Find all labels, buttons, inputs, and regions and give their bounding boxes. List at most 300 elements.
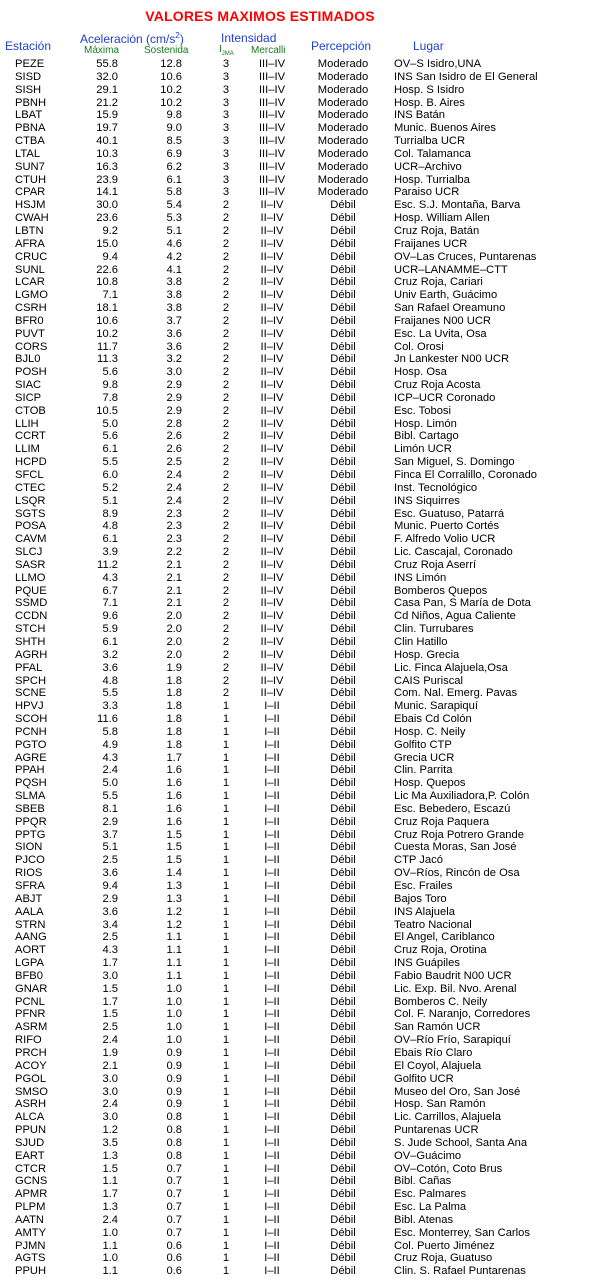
table-row [0,482,590,495]
jma-intensity-cell: 2 [222,571,230,584]
station-code-cell: ASRM [15,1021,48,1034]
max-acceleration-cell: 3.2 [102,648,118,661]
table-row [0,816,590,829]
station-code-cell: STRN [15,918,46,931]
jma-intensity-cell: 2 [222,456,230,469]
mercalli-intensity-cell: I–II [264,777,280,790]
table-row [0,1227,590,1240]
sustained-acceleration-cell: 2.1 [166,558,182,571]
sustained-acceleration-cell: 1.3 [166,892,182,905]
table-row [0,944,590,957]
jma-intensity-cell: 1 [222,892,230,905]
jma-intensity-cell: 3 [222,147,230,160]
perception-cell: Débil [330,224,356,237]
sustained-acceleration-cell: 3.8 [166,289,182,302]
table-row [0,353,590,366]
mercalli-intensity-cell: I–II [264,828,280,841]
max-acceleration-cell: 7.1 [102,289,118,302]
perception-cell: Débil [330,366,356,379]
table-row [0,597,590,610]
station-code-cell: AORT [15,944,46,957]
perception-cell: Débil [330,1046,356,1059]
location-cell: Esc. Frailes [394,880,453,892]
sustained-acceleration-cell: 0.6 [166,1252,182,1265]
mercalli-intensity-cell: II–IV [260,237,284,250]
max-acceleration-cell: 11.7 [97,340,118,353]
max-acceleration-cell: 5.9 [102,623,118,636]
sustained-acceleration-cell: 6.2 [166,160,182,173]
sustained-acceleration-cell: 1.2 [166,918,182,931]
jma-intensity-cell: 1 [222,700,230,713]
mercalli-intensity-cell: II–IV [260,212,284,225]
location-cell: Hosp. San Ramón [394,1098,486,1111]
table-row [0,854,590,867]
perception-cell: Débil [330,880,356,892]
jma-intensity-cell: 2 [222,623,230,636]
sustained-acceleration-cell: 1.7 [166,751,182,764]
station-code-cell: LCAR [15,276,45,289]
location-cell: Cruz Roja Aserrí [394,558,477,571]
sustained-acceleration-cell: 1.1 [166,944,182,957]
station-code-cell: SFRA [15,880,45,892]
sustained-acceleration-cell: 1.9 [166,661,182,674]
location-cell: Bomberos Quepos [394,584,488,597]
table-row [0,572,590,585]
location-cell: Esc. Guatuso, Patarrá [394,507,505,520]
station-code-cell: PCNL [15,995,45,1008]
location-cell: Hosp. Limón [394,417,457,430]
max-acceleration-cell: 5.6 [102,430,118,443]
station-code-cell: EART [15,1149,45,1162]
jma-intensity-cell: 1 [222,995,230,1008]
table-row [0,610,590,623]
sustained-acceleration-cell: 1.0 [166,1008,182,1021]
location-cell: Paraiso UCR [394,186,460,199]
max-acceleration-cell: 3.0 [102,1072,118,1085]
max-acceleration-cell: 3.6 [102,661,118,674]
max-acceleration-cell: 14.1 [96,186,118,199]
location-cell: Bibl. Cañas [394,1175,452,1188]
perception-cell: Débil [330,738,356,751]
max-acceleration-cell: 3.3 [102,700,118,713]
mercalli-intensity-cell: II–IV [260,648,284,661]
station-code-cell: STCH [15,623,46,636]
location-cell: Lic. Exp. Bil. Nvo. Arenal [394,982,517,995]
sustained-acceleration-cell: 5.3 [166,212,182,225]
station-code-cell: CRUC [15,250,48,263]
table-row [0,777,590,790]
max-acceleration-cell: 4.8 [102,674,118,687]
jma-intensity-cell: 2 [222,584,230,597]
location-cell: INS Limón [394,571,447,584]
table-row [0,430,590,443]
jma-intensity-cell: 1 [222,713,230,726]
perception-cell: Débil [330,417,356,430]
max-acceleration-cell: 10.5 [96,404,118,417]
mercalli-intensity-cell: III–IV [258,122,286,135]
sustained-acceleration-cell: 3.2 [166,353,182,366]
sustained-acceleration-cell: 2.4 [166,481,182,494]
max-acceleration-cell: 4.3 [102,751,118,764]
table-row [0,148,590,161]
table-row [0,713,590,726]
table-row [0,58,590,71]
sustained-acceleration-cell: 0.9 [166,1098,182,1111]
perception-cell: Débil [330,1239,356,1252]
sustained-acceleration-cell: 1.8 [166,738,182,751]
mercalli-intensity-cell: II–IV [260,597,284,610]
perception-cell: Débil [330,1136,356,1149]
sustained-acceleration-cell: 3.7 [166,314,182,327]
table-row [0,1021,590,1034]
location-cell: Esc. S.J. Montaña, Barva [394,199,521,212]
location-cell: Munic. Puerto Cortés [394,520,500,533]
mercalli-intensity-cell: II–IV [260,456,284,469]
sustained-acceleration-cell: 1.1 [166,957,182,970]
perception-cell: Débil [330,1149,356,1162]
table-row [0,1008,590,1021]
table-row [0,1240,590,1253]
station-code-cell: PFNR [15,1008,46,1021]
max-acceleration-cell: 32.0 [96,70,118,83]
table-row [0,1098,590,1111]
perception-cell: Débil [330,1201,356,1214]
perception-cell: Débil [330,1252,356,1265]
jma-intensity-cell: 3 [222,96,230,109]
location-cell: Esc. Monterrey, San Carlos [394,1226,530,1239]
sustained-acceleration-cell: 5.1 [166,224,182,237]
table-row [0,135,590,148]
perception-cell: Débil [330,1059,356,1072]
mercalli-intensity-cell: I–II [264,815,280,828]
station-code-cell: SCNE [15,687,47,700]
mercalli-intensity-cell: I–II [264,841,280,854]
perception-cell: Débil [330,957,356,970]
jma-intensity-cell: 2 [222,199,230,212]
table-row [0,1034,590,1047]
sustained-acceleration-cell: 10.2 [160,83,182,96]
location-cell: Esc. La Uvita, Osa [394,327,487,340]
mercalli-intensity-cell: II–IV [260,623,284,636]
max-acceleration-cell: 19.7 [96,122,118,135]
sustained-acceleration-cell: 2.9 [166,404,182,417]
sustained-acceleration-cell: 0.7 [166,1162,182,1175]
location-cell: San Miguel, S. Domingo [394,456,515,469]
perception-cell: Débil [330,1072,356,1085]
station-code-cell: SISH [15,83,42,96]
station-code-cell: ACOY [15,1059,47,1072]
mercalli-intensity-cell: II–IV [260,250,284,263]
station-code-cell: CPAR [15,186,46,199]
station-code-cell: SLMA [15,790,46,803]
station-code-cell: LGPA [15,957,45,970]
max-acceleration-cell: 6.1 [102,533,118,546]
perception-cell: Débil [330,623,356,636]
station-code-cell: SICP [15,391,42,404]
table-row [0,919,590,932]
max-acceleration-cell: 18.1 [96,302,118,315]
station-code-cell: AFRA [15,237,45,250]
station-code-cell: SISD [15,70,42,83]
mercalli-intensity-cell: I–II [264,867,280,880]
sustained-acceleration-cell: 8.5 [166,135,182,148]
mercalli-intensity-cell: II–IV [260,481,284,494]
table-row [0,405,590,418]
location-cell: OV–Cotón, Coto Brus [394,1162,503,1175]
mercalli-intensity-cell: II–IV [260,199,284,212]
perception-cell: Débil [330,520,356,533]
sustained-acceleration-cell: 10.6 [160,70,182,83]
mercalli-intensity-cell: I–II [264,1188,280,1201]
max-acceleration-cell: 7.8 [102,391,118,404]
mercalli-intensity-cell: I–II [264,1085,280,1098]
header-intensidad: Intensidad [221,31,277,45]
perception-cell: Moderado [317,135,369,148]
jma-intensity-cell: 1 [222,790,230,803]
mercalli-intensity-cell: I–II [264,1136,280,1149]
perception-cell: Débil [330,340,356,353]
table-row [0,739,590,752]
table-row [0,996,590,1009]
sustained-acceleration-cell: 1.8 [166,700,182,713]
table-row [0,495,590,508]
station-code-cell: APMR [15,1188,48,1201]
station-code-cell: SASR [15,558,46,571]
mercalli-intensity-cell: I–II [264,738,280,751]
station-code-cell: AGRH [15,648,48,661]
sustained-acceleration-cell: 6.1 [166,173,182,186]
perception-cell: Débil [330,802,356,815]
location-cell: Puntarenas UCR [394,1124,479,1137]
sustained-acceleration-cell: 0.7 [166,1188,182,1201]
max-acceleration-cell: 5.1 [102,494,118,507]
header-estacion: Estación [5,39,52,53]
max-acceleration-cell: 5.6 [102,366,118,379]
mercalli-intensity-cell: I–II [264,725,280,738]
perception-cell: Débil [330,790,356,803]
location-cell: San Ramón UCR [394,1021,481,1034]
location-cell: S. Jude School, Santa Ana [394,1136,528,1149]
max-acceleration-cell: 3.0 [102,1111,118,1124]
table-row [0,546,590,559]
mercalli-intensity-cell: II–IV [260,469,284,481]
station-code-cell: PPQR [15,815,47,828]
location-cell: Bibl. Atenas [394,1213,454,1226]
table-row [0,199,590,212]
jma-intensity-cell: 1 [222,1188,230,1201]
location-cell: Cruz Roja, Batán [394,224,480,237]
station-code-cell: CTUH [15,173,47,186]
sustained-acceleration-cell: 2.1 [166,584,182,597]
mercalli-intensity-cell: II–IV [260,558,284,571]
mercalli-intensity-cell: I–II [264,764,280,777]
max-acceleration-cell: 55.8 [96,58,118,70]
station-code-cell: BFB0 [15,969,43,982]
mercalli-intensity-cell: II–IV [260,443,284,456]
location-cell: Bajos Toro [394,892,447,905]
max-acceleration-cell: 1.7 [102,957,118,970]
jma-intensity-cell: 3 [222,160,230,173]
mercalli-intensity-cell: I–II [264,1111,280,1124]
station-code-cell: SSMD [15,597,48,610]
mercalli-intensity-cell: I–II [264,892,280,905]
location-cell: INS Batán [394,109,445,122]
jma-intensity-cell: 1 [222,751,230,764]
location-cell: El Angel, Cariblanco [394,931,495,944]
max-acceleration-cell: 2.4 [102,1213,118,1226]
station-code-cell: AALA [15,905,44,918]
mercalli-intensity-cell: I–II [264,1252,280,1265]
sustained-acceleration-cell: 5.4 [166,199,182,212]
table-row [0,1124,590,1137]
location-cell: Inst. Tecnológico [394,481,478,494]
max-acceleration-cell: 2.9 [102,892,118,905]
location-cell: El Coyol, Alajuela [394,1059,482,1072]
sustained-acceleration-cell: 1.6 [166,790,182,803]
jma-intensity-cell: 1 [222,944,230,957]
location-cell: Com. Nal. Emerg. Pavas [394,687,518,700]
station-code-cell: PJMN [15,1239,46,1252]
station-code-cell: LLIM [15,443,40,456]
location-cell: Lic. Carrillos, Alajuela [394,1111,501,1124]
station-code-cell: PCNH [15,725,47,738]
jma-intensity-cell: 2 [222,661,230,674]
header-aceleracion [80,31,184,46]
jma-intensity-cell: 2 [222,494,230,507]
sustained-acceleration-cell: 2.2 [166,546,182,559]
sustained-acceleration-cell: 2.8 [166,417,182,430]
table-row [0,559,590,572]
max-acceleration-cell: 10.3 [96,147,118,160]
perception-cell: Débil [330,687,356,700]
sustained-acceleration-cell: 12.8 [160,58,182,70]
station-code-cell: SION [15,841,43,854]
sustained-acceleration-cell: 2.9 [166,391,182,404]
perception-cell: Débil [330,1098,356,1111]
station-code-cell: SFCL [15,469,44,481]
station-code-cell: CCRT [15,430,46,443]
station-code-cell: SMSO [15,1085,48,1098]
page-title: VALORES MAXIMOS ESTIMADOS [145,8,375,24]
mercalli-intensity-cell: II–IV [260,327,284,340]
perception-cell: Débil [330,302,356,315]
perception-cell: Débil [330,1085,356,1098]
sustained-acceleration-cell: 2.9 [166,379,182,392]
table-row [0,893,590,906]
location-cell: Cruz Roja, Guatuso [394,1252,493,1265]
perception-cell: Débil [330,854,356,867]
mercalli-intensity-cell: III–IV [258,70,286,83]
mercalli-intensity-cell: II–IV [260,494,284,507]
max-acceleration-cell: 9.2 [102,224,118,237]
jma-intensity-cell: 2 [222,276,230,289]
jma-intensity-cell: 2 [222,353,230,366]
table-row [0,841,590,854]
max-acceleration-cell: 3.9 [102,546,118,559]
perception-cell: Débil [330,944,356,957]
sustained-acceleration-cell: 2.1 [166,597,182,610]
sustained-acceleration-cell: 3.0 [166,366,182,379]
perception-cell: Débil [330,263,356,276]
jma-intensity-cell: 1 [222,982,230,995]
mercalli-intensity-cell: II–IV [260,391,284,404]
table-row [0,84,590,97]
jma-intensity-cell: 2 [222,404,230,417]
table-row [0,1060,590,1073]
jma-intensity-cell: 2 [222,237,230,250]
jma-intensity-cell: 2 [222,546,230,559]
header-mercalli: Mercalli [251,45,286,56]
max-acceleration-cell: 9.6 [102,610,118,623]
sustained-acceleration-cell: 2.1 [166,571,182,584]
header-percepcion: Percepción [311,39,372,53]
jma-intensity-cell: 2 [222,263,230,276]
max-acceleration-cell: 5.1 [102,841,118,854]
table-row [0,931,590,944]
table-row [0,726,590,739]
station-code-cell: ALCA [15,1111,45,1124]
sustained-acceleration-cell: 2.5 [166,456,182,469]
mercalli-intensity-cell: II–IV [260,366,284,379]
mercalli-intensity-cell: II–IV [260,661,284,674]
station-code-cell: PPUH [15,1265,47,1278]
station-code-cell: LTAL [15,147,41,160]
sustained-acceleration-cell: 2.0 [166,623,182,636]
max-acceleration-cell: 2.9 [102,815,118,828]
station-code-cell: SLCJ [15,546,43,559]
sustained-acceleration-cell: 0.7 [166,1201,182,1214]
location-cell: Hosp. Grecia [394,648,460,661]
jma-intensity-cell: 2 [222,379,230,392]
sustained-acceleration-cell: 1.0 [166,1034,182,1047]
table-row [0,675,590,688]
location-cell: Cruz Roja, Cariari [394,276,483,289]
station-code-cell: HSJM [15,199,46,212]
sustained-acceleration-cell: 9.8 [166,109,182,122]
location-cell: OV–Las Cruces, Puntarenas [394,250,537,263]
max-acceleration-cell: 4.8 [102,520,118,533]
location-cell: Esc. Bebedero, Escazú [394,802,511,815]
mercalli-intensity-cell: III–IV [258,135,286,148]
max-acceleration-cell: 5.2 [102,481,118,494]
table-row [0,276,590,289]
mercalli-intensity-cell: I–II [264,905,280,918]
station-code-cell: BJL0 [15,353,41,366]
max-acceleration-cell: 1.1 [102,1175,118,1188]
station-code-cell: CAVM [15,533,47,546]
sustained-acceleration-cell: 0.9 [166,1046,182,1059]
jma-intensity-cell: 2 [222,302,230,315]
header-sostenida: Sostenida [144,45,189,56]
mercalli-intensity-cell: I–II [264,1034,280,1047]
location-cell: Hosp. Osa [394,366,447,379]
mercalli-intensity-cell: I–II [264,1059,280,1072]
mercalli-intensity-cell: I–II [264,1226,280,1239]
mercalli-intensity-cell: II–IV [260,571,284,584]
perception-cell: Débil [330,815,356,828]
mercalli-intensity-cell: I–II [264,1072,280,1085]
location-cell: Munic. Buenos Aires [394,122,496,135]
mercalli-intensity-cell: II–IV [260,635,284,648]
sustained-acceleration-cell: 1.5 [166,854,182,867]
mercalli-intensity-cell: II–IV [260,417,284,430]
mercalli-intensity-cell: I–II [264,1239,280,1252]
mercalli-intensity-cell: I–II [264,854,280,867]
sustained-acceleration-cell: 1.2 [166,905,182,918]
location-cell: Cd Niños, Agua Caliente [394,610,516,623]
perception-cell: Débil [330,212,356,225]
table-row [0,867,590,880]
